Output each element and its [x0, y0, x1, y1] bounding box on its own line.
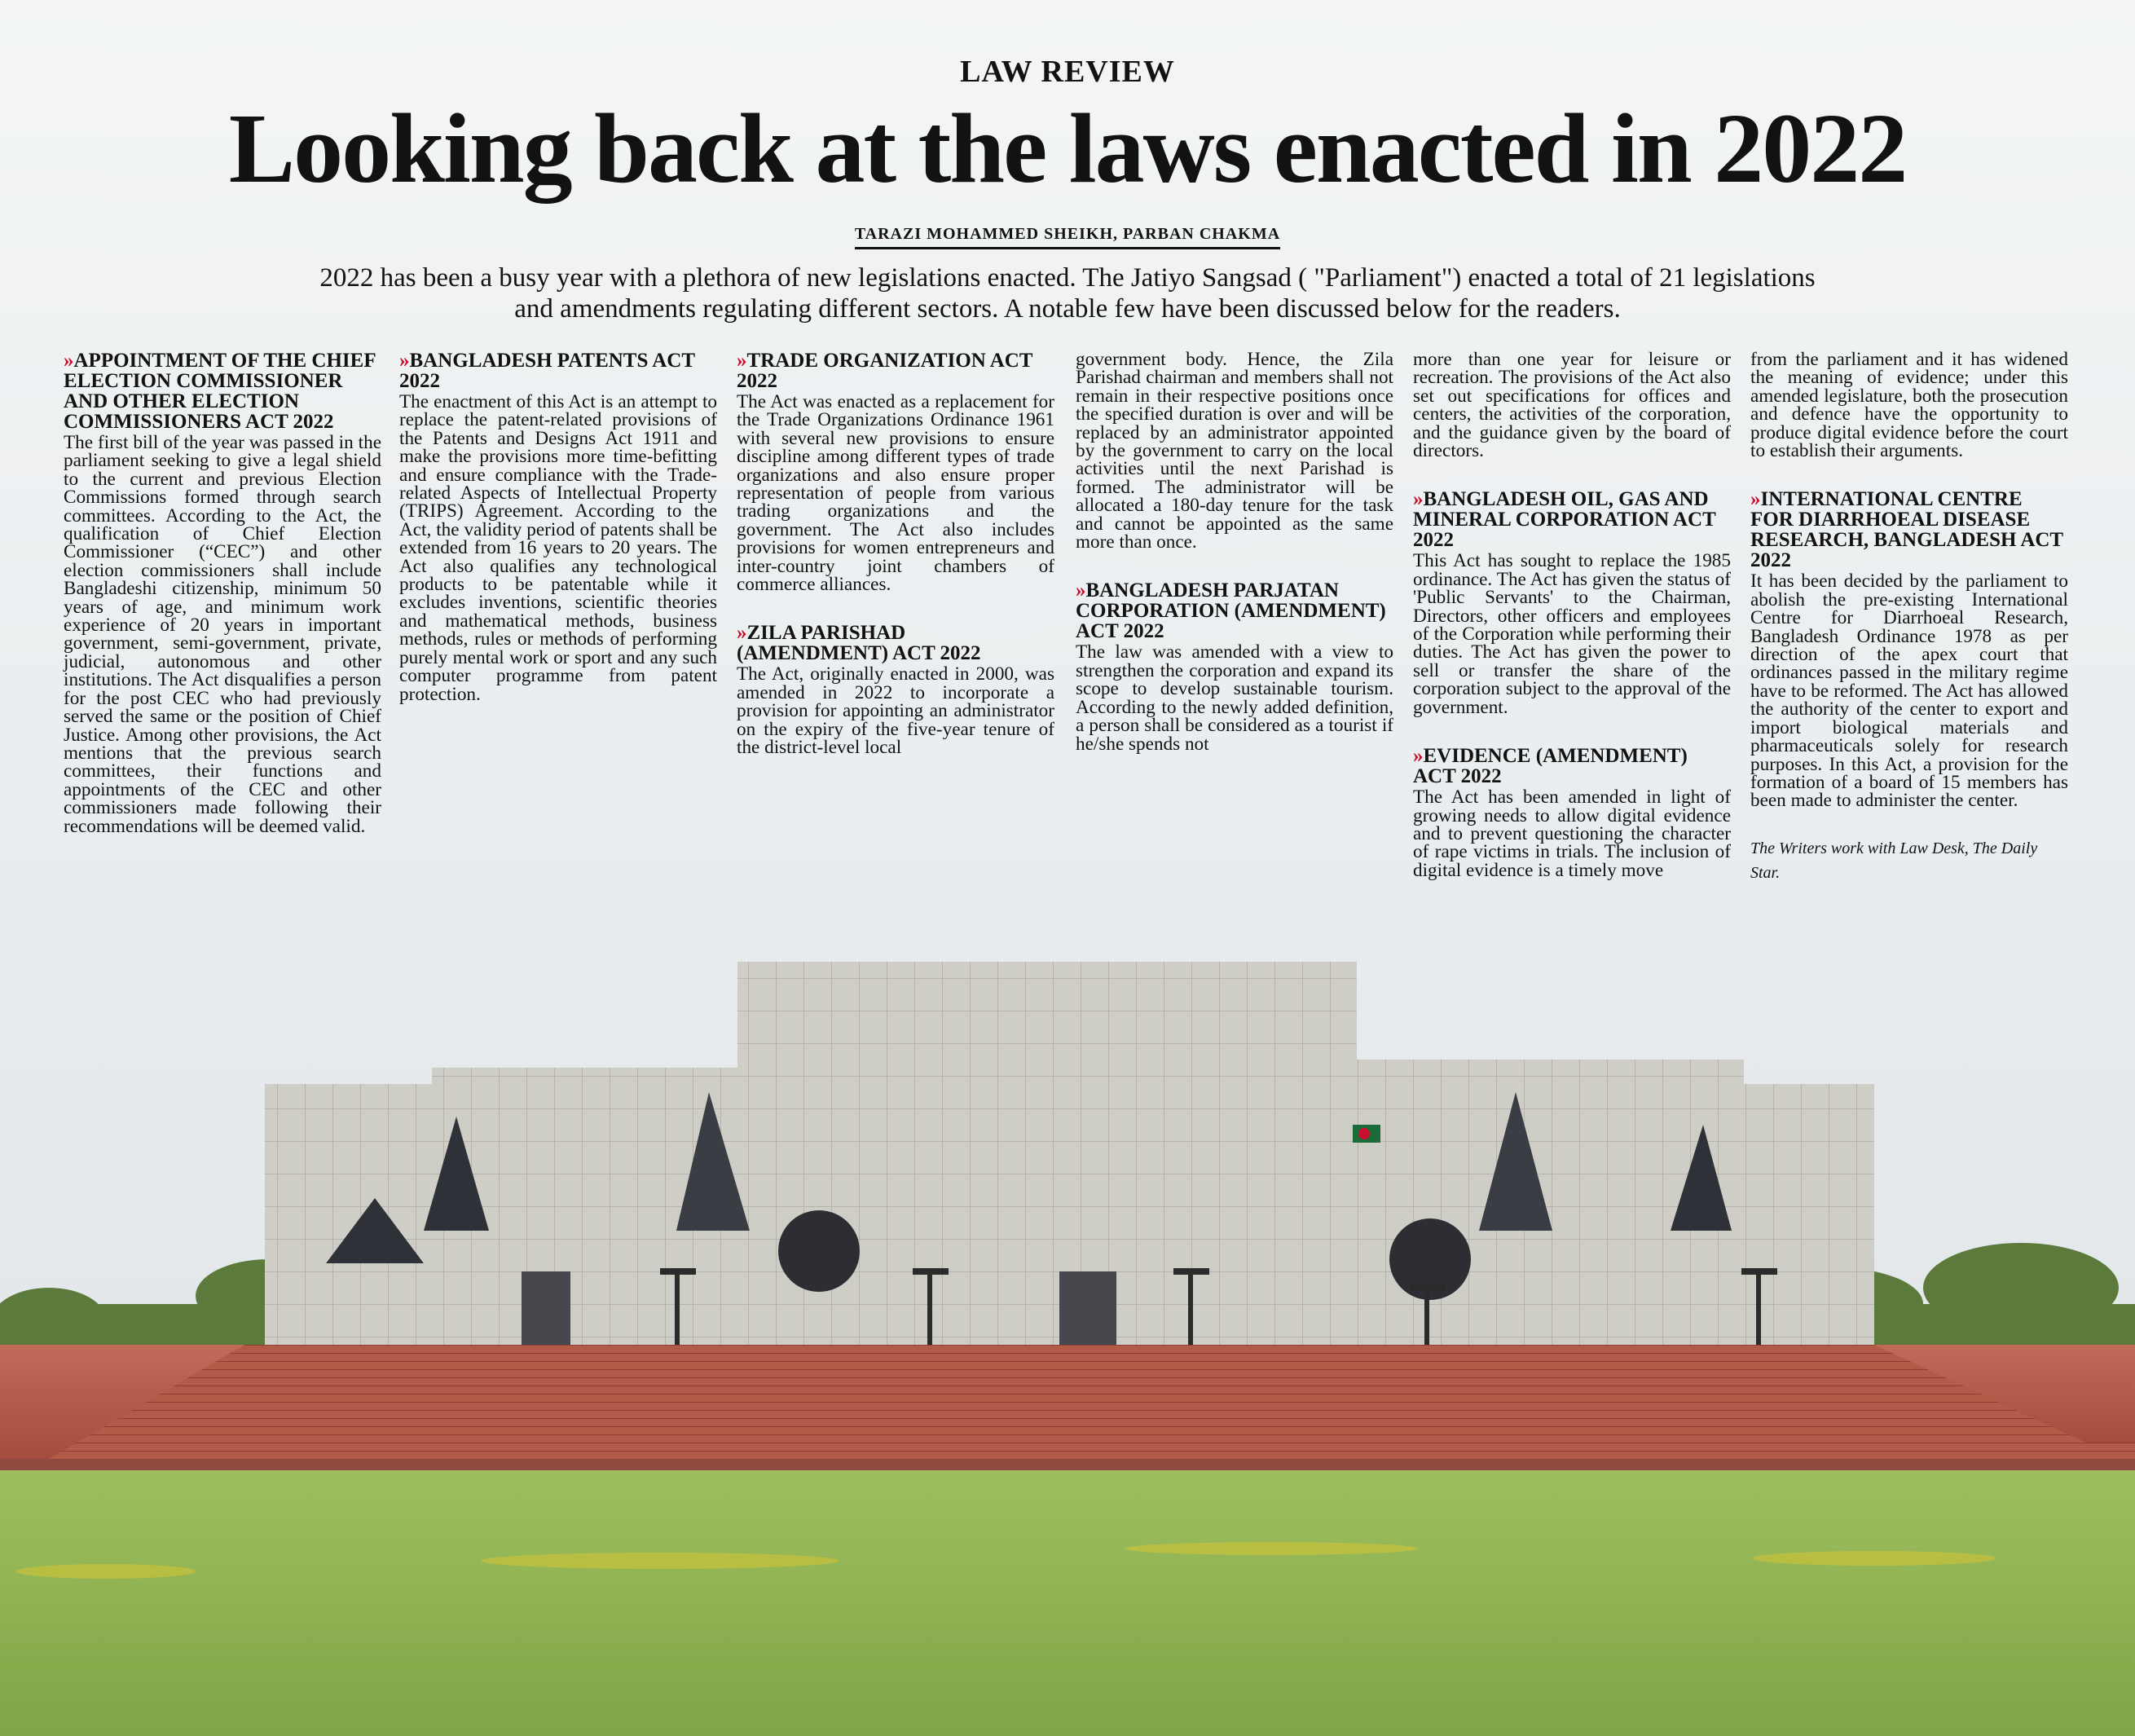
double-chevron-right-icon: » — [1750, 488, 1756, 511]
section-heading: APPOINTMENT OF THE CHIEF ELECTION COMMISSIONER AND OTHER ELECTION COMMISSIONERS ACT 2022 — [64, 350, 376, 433]
article-column-5 — [1413, 350, 1731, 879]
section-icddrb-act — [1750, 488, 2068, 812]
article-column-1 — [64, 350, 381, 835]
section-evidence-act — [1413, 746, 1731, 879]
double-chevron-right-icon: » — [1413, 745, 1419, 768]
article-column-6 — [1750, 350, 2068, 885]
double-chevron-right-icon: » — [737, 350, 742, 372]
section-trade-organization-act — [737, 350, 1054, 596]
section-heading: TRADE ORGANIZATION ACT 2022 — [737, 350, 1033, 392]
section-heading: BANGLADESH PATENTS ACT 2022 — [399, 350, 695, 392]
section-heading: BANGLADESH OIL, GAS AND MINERAL CORPORATION ACT 2022 — [1413, 488, 1716, 552]
article-column-4 — [1076, 350, 1393, 753]
double-chevron-right-icon: » — [64, 350, 69, 372]
section-kicker: LAW REVIEW — [960, 55, 1175, 89]
green-lawn — [0, 1470, 2135, 1736]
byline — [0, 225, 2135, 249]
intro-paragraph: 2022 has been a busy year with a plethora of new legislations enacted. The Jatiyo Sangsad ( "Parliament") enacted a total of 21 legislations and amendments regulating different sectors. A notable few have been discussed below for the readers. — [319, 263, 1816, 324]
section-body: The Act has been amended in light of growing needs to allow digital evidence and to prevent questioning the character of rape victims in trials. The inclusion of digital evidence is a timely move — [1413, 786, 1731, 881]
red-plaza-steps — [0, 1345, 2135, 1467]
section-continuation — [1076, 350, 1393, 551]
double-chevron-right-icon: » — [737, 622, 742, 645]
section-heading: INTERNATIONAL CENTRE FOR DIARRHOEAL DISEASE RESEARCH, BANGLADESH ACT 2022 — [1750, 488, 2063, 572]
byline-authors: TARAZI MOHAMMED SHEIKH, PARBAN CHAKMA — [855, 225, 1280, 249]
section-heading: ZILA PARISHAD (AMENDMENT) ACT 2022 — [737, 622, 981, 665]
article-column-3 — [737, 350, 1054, 757]
double-chevron-right-icon: » — [399, 350, 405, 372]
section-body: The Act was enacted as a replacement for the Trade Organizations Ordinance 1961 with several new provisions to ensure discipline among different types of trade organizations and also ensure proper representation of people from various trading organizations and the government. The Act also includes provisions for women entrepreneurs and inter-country joint chambers of commerce alliances. — [737, 391, 1054, 596]
section-heading: BANGLADESH PARJATAN CORPORATION (AMENDMENT) ACT 2022 — [1076, 579, 1386, 643]
section-oil-gas-mineral-act — [1413, 489, 1731, 716]
section-parjatan-corporation-act — [1076, 579, 1393, 755]
section-patents-act — [399, 350, 717, 703]
article-column-2 — [399, 350, 717, 703]
double-chevron-right-icon: » — [1413, 488, 1419, 511]
section-election-commissioners-act — [64, 350, 381, 835]
headline: Looking back at the laws enacted in 2022 — [228, 94, 1907, 204]
continuation-text: more than one year for leisure or recreation. The provisions of the Act also set out specifications for offices and centers, the activities of the corporation, and the guidance given by the board of directors. — [1413, 349, 1731, 462]
section-body: The law was amended with a view to strengthen the corporation and expand its scope to develop sustainable tourism. According to the newly added definition, a person shall be considered as a tourist if he/she spends not — [1076, 641, 1393, 755]
section-continuation — [1750, 350, 2068, 460]
section-continuation — [1413, 350, 1731, 460]
section-body: The Act, originally enacted in 2000, was amended in 2022 to incorporate a provision for appointing an administrator on the expiry of the five-year tenure of the district-level local — [737, 663, 1054, 759]
section-body: The enactment of this Act is an attempt to replace the patent-related provisions of the Patents and Designs Act 1911 and make the provisions more time-befitting and ensure compliance with the Trade-related Aspects of Intellectual Property (TRIPS) Agreement. According to the Act, the validity period of patents shall be extended from 16 years to 20 years. The Act also qualifies any technological products to be patentable while it excludes inventions, scientific theories and mathematical methods, business methods, rules or methods of performing purely mental work or sport and any such computer programme from patent protection. — [399, 391, 717, 705]
section-zila-parishad-act — [737, 622, 1054, 759]
continuation-text: government body. Hence, the Zila Parishad chairman and members shall not remain in their respective positions once the specified duration is over and will be replaced by an administrator appointed by the government to carry on the local activities until the next Parishad is formed. The administrator will be allocated a 180-day tenure for the task and cannot be appointed as the same more than once. — [1076, 349, 1393, 553]
continuation-text: from the parliament and it has widened the meaning of evidence; under this amended legislature, both the prosecution and defence have the opportunity to produce digital evidence before the court to establish their arguments. — [1750, 349, 2068, 462]
section-body: It has been decided by the parliament to abolish the pre-existing International Centre for Diarrhoeal Research, Bangladesh Ordinance 1978 as per direction of the apex court that ordinances passed in the military regime have to be reformed. The Act has allowed the authority of the center to export and import biological materials and pharmaceuticals solely for research purposes. In this Act, a provision for the formation of a board of 15 members has been made to administer the center. — [1750, 571, 2068, 812]
author-credit: The Writers work with Law Desk, The Daily Star. — [1750, 839, 2038, 882]
double-chevron-right-icon: » — [1076, 579, 1081, 602]
section-body: The first bill of the year was passed in the parliament seeking to give a legal shield to the current and previous Election Commissions formed through search committees. According to the Act, the qualification of Chief Election Commissioner (“CEC”) and other election commissioners shall include Bangladeshi citizenship, minimum 50 years of age, and minimum work experience of 20 years in important government, semi-government, private, judicial, autonomous and other institutions. The Act disqualifies a person for the post CEC who had previously served the same or the position of Chief Justice. Among other provisions, the Act mentions that the previous search committees, their functions and appointments of the CEC and other commissioners made following their recommendations will be deemed valid. — [64, 432, 381, 837]
section-body: This Act has sought to replace the 1985 ordinance. The Act has given the status of 'Public Servants' to the Chairman, Directors, other officers and employees of the Corporation while performing their duties. The Act has given the power to sell or transfer the share of the corporation subject to the approval of the government. — [1413, 550, 1731, 718]
section-heading: EVIDENCE (AMENDMENT) ACT 2022 — [1413, 745, 1688, 788]
